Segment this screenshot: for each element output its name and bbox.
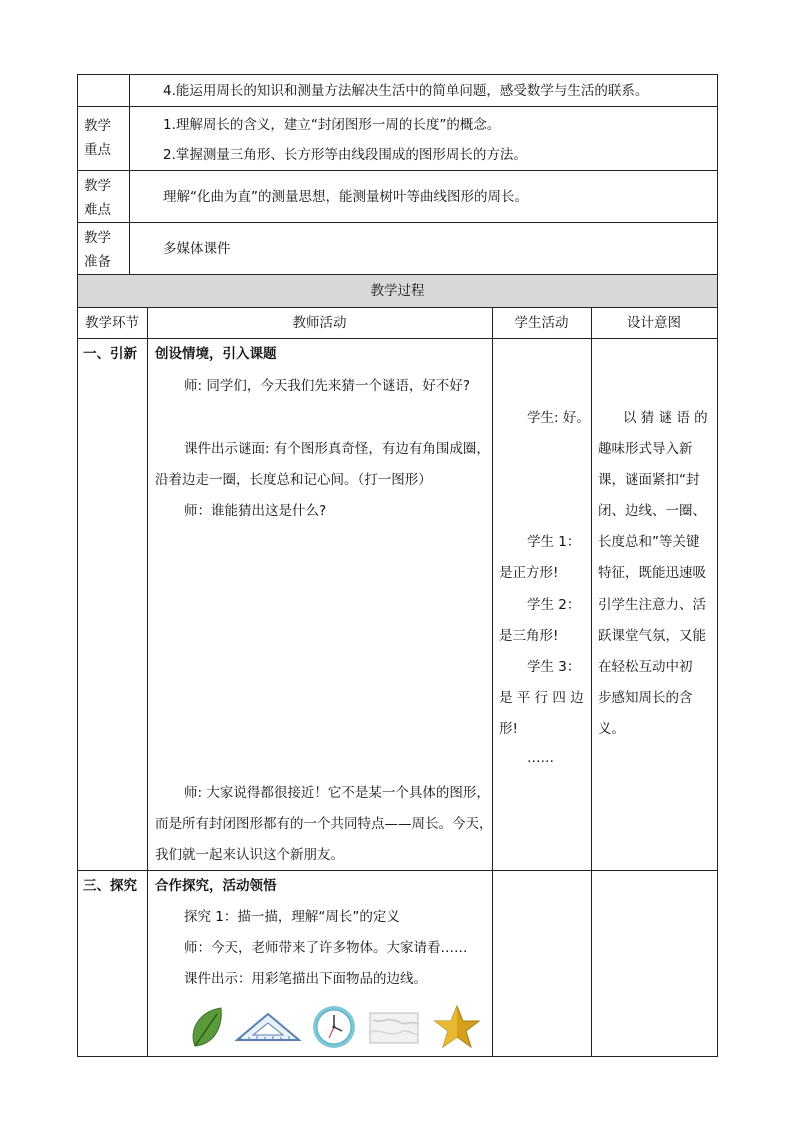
col-teacher-header: 教师活动	[292, 315, 347, 331]
section1-student-5: ……	[527, 750, 554, 766]
key-point-2: 2.掌握测量三角形、长方形等由线段围成的图形周长的方法。	[163, 147, 527, 163]
section1-design-10: 步感知周长的含	[598, 690, 693, 706]
section1-student-4a: 学生 3：	[527, 659, 581, 675]
section1-design-4: 闭、边线、一圈、	[598, 503, 706, 519]
section1-teacher-4b: 而是所有封闭图形都有的一个共同特点——周长。今天，	[155, 816, 493, 832]
section1-student-2a: 学生 1：	[527, 534, 581, 550]
section1-teacher-3: 师：谁能猜出这是什么?	[184, 503, 327, 519]
section2-stage: 三、探究	[83, 878, 137, 894]
section1-heading: 创设情境，引入课题	[155, 346, 277, 362]
section1-design-5: 长度总和”等关键	[598, 534, 700, 550]
process-title: 教学过程	[370, 283, 425, 299]
section1-design-6: 特征，既能迅速吸	[598, 565, 706, 581]
section2-teacher-3: 课件出示：用彩笔描出下面物品的边线。	[184, 971, 427, 987]
section1-design-1: 以 猜 谜 语 的	[623, 410, 708, 426]
section2-heading: 合作探究，活动领悟	[155, 878, 277, 894]
difficulty-label: 教学 难点	[84, 178, 111, 218]
section1-teacher-2a: 课件出示谜面: 有个图形真奇怪，有边有角围成圈，	[184, 441, 490, 457]
section1-design-11: 义。	[598, 721, 625, 737]
section1-stage: 一、引新	[83, 346, 137, 362]
section1-design-8: 跃课堂气氛，又能	[598, 628, 706, 644]
col-design-header: 设计意图	[627, 315, 681, 331]
col-stage-header: 教学环节	[85, 315, 139, 331]
preparation-text: 多媒体课件	[163, 241, 231, 257]
object-images-row	[187, 1004, 487, 1050]
marble-tile-icon	[369, 1012, 419, 1044]
section1-student-4c: 形!	[499, 721, 518, 737]
lesson-plan-table	[77, 74, 718, 1057]
section1-student-3a: 学生 2：	[527, 597, 581, 613]
key-points-label: 教学 重点	[84, 118, 111, 158]
section1-design-7: 引学生注意力、活	[598, 597, 706, 613]
section1-teacher-4a: 师: 大家说得都很接近！它不是某一个具体的图形，	[184, 785, 490, 801]
section1-design-9: 在轻松互动中初	[598, 659, 693, 675]
section2-teacher-2: 师：今天，老师带来了许多物体。大家请看……	[184, 940, 468, 956]
section1-teacher-4c: 我们就一起来认识这个新朋友。	[155, 847, 344, 863]
section1-teacher-1: 师: 同学们，今天我们先来猜一个谜语，好不好?	[184, 378, 471, 394]
key-point-1: 1.理解周长的含义，建立“封闭图形一周的长度”的概念。	[163, 117, 501, 133]
goal-4-text: 4.能运用周长的知识和测量方法解决生活中的简单问题，感受数学与生活的联系。	[163, 83, 649, 99]
section1-student-2b: 是正方形!	[499, 565, 559, 581]
leaf-icon	[187, 1004, 227, 1050]
col-student-header: 学生活动	[514, 315, 569, 331]
star-icon	[433, 1004, 481, 1050]
section1-teacher-2b: 沿着边走一圈，长度总和记心间。（打一图形）	[155, 472, 432, 488]
section1-student-3b: 是三角形!	[499, 628, 559, 644]
preparation-label: 教学 准备	[84, 230, 111, 270]
triangle-ruler-icon	[235, 1012, 301, 1042]
section1-student-4b: 是 平 行 四 边	[499, 690, 584, 706]
section1-design-2: 趣味形式导入新	[598, 441, 693, 457]
clock-icon	[311, 1004, 357, 1050]
difficulty-text: 理解“化曲为直”的测量思想，能测量树叶等曲线图形的周长。	[163, 189, 528, 205]
section1-design-3: 课，谜面紧扣“封	[598, 472, 700, 488]
section1-student-1: 学生: 好。	[527, 410, 590, 426]
section2-teacher-1: 探究 1：描一描，理解“周长”的定义	[184, 909, 400, 925]
